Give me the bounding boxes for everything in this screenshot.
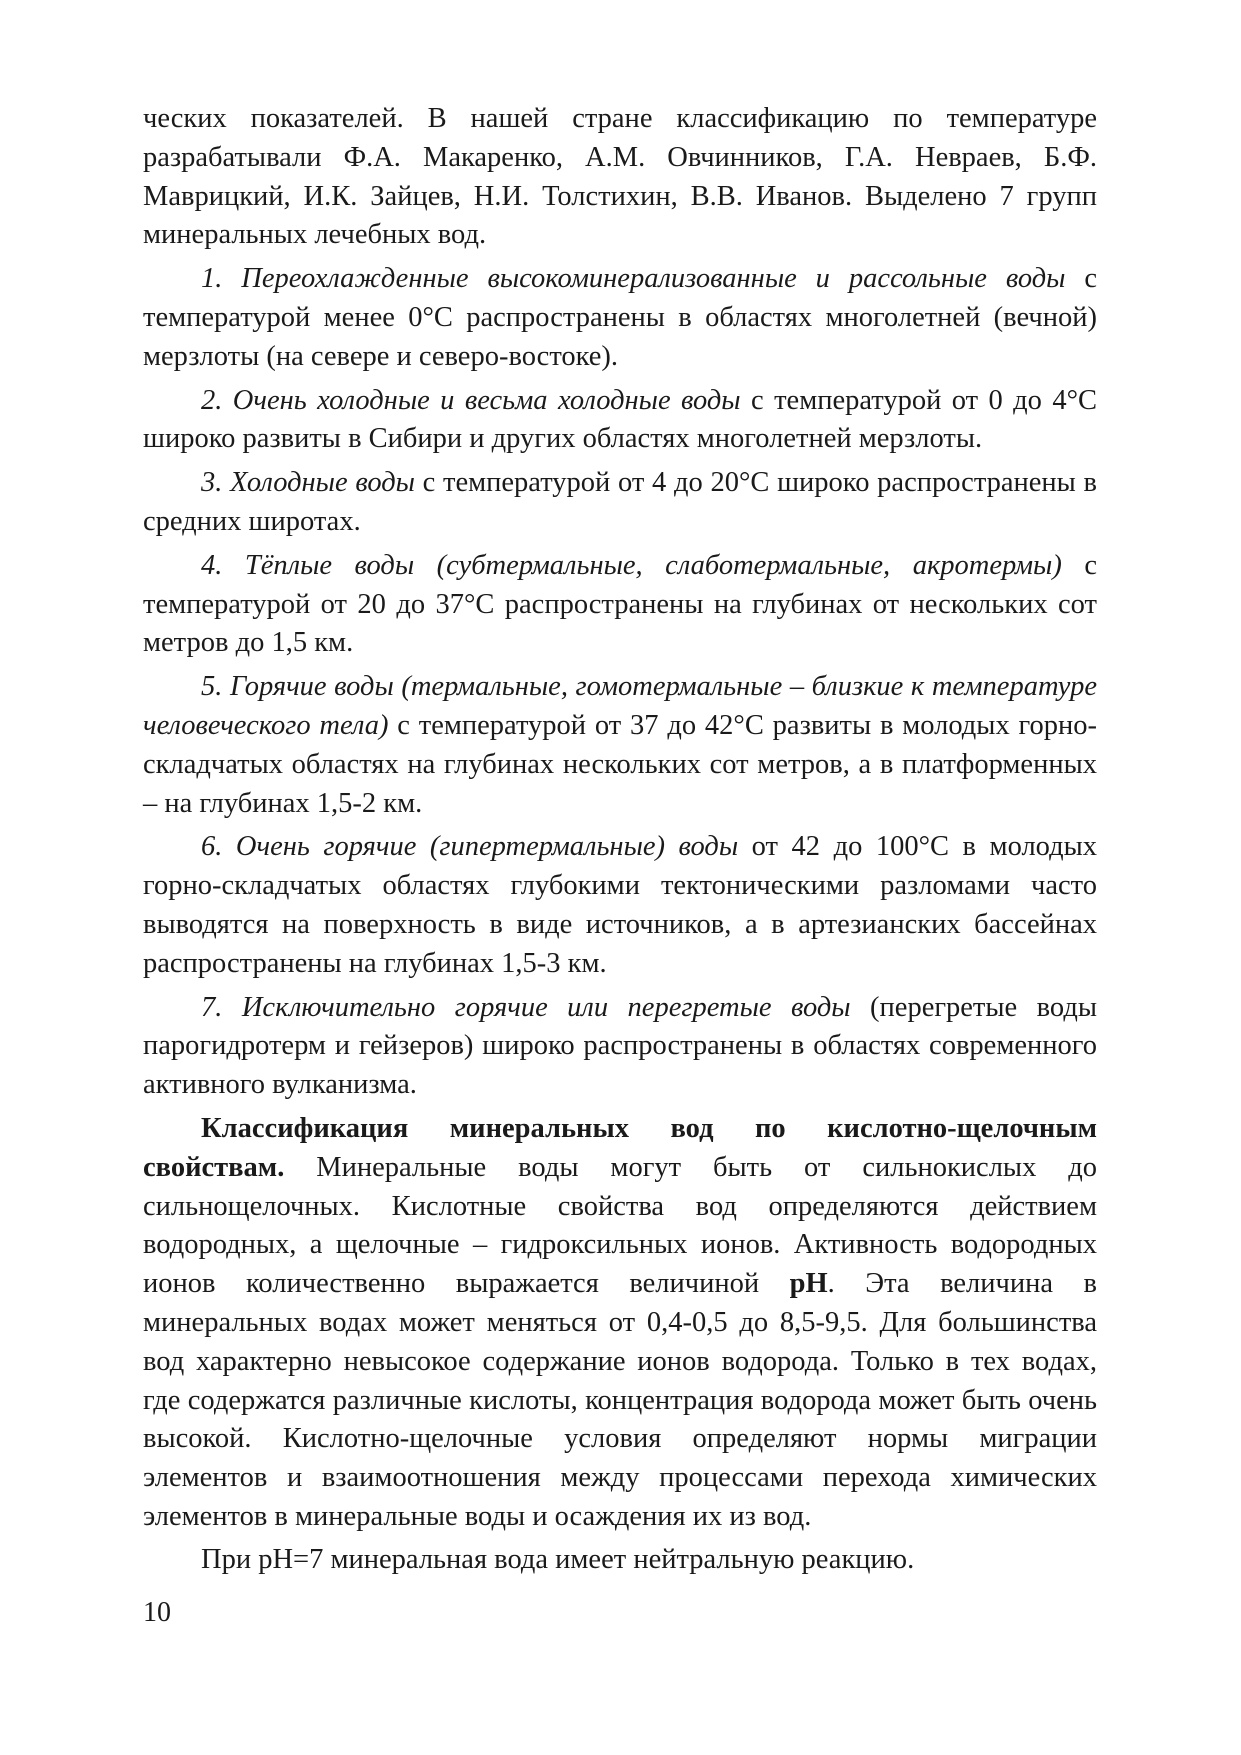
group-2-paragraph (143, 382, 1097, 460)
page-number: 10 (143, 1597, 171, 1628)
group-4-paragraph (143, 547, 1097, 663)
acid-alkaline-text-1: Минеральные воды могут быть от сильнокислых до сильнощелочных. Кислотные свойства вод определяются действием водородных, а щелочные – гидроксильных ионов. Активность водородных ионов количественно выражается величиной (143, 1151, 1097, 1300)
acid-alkaline-paragraph (143, 1110, 1097, 1537)
group-3-text: с температурой от 4 до 20°С широко распространены в средних широтах. (143, 467, 1098, 537)
ph-term: рН (789, 1268, 828, 1300)
group-6-text: от 42 до 100°С в молодых горно-складчатых областях глубокими тектоническими разломами часто выводятся на поверхность в виде источников, а в артезианских бассейнах распространены на глубинах 1,5-3 км. (143, 831, 1097, 979)
group-3-paragraph (143, 464, 1097, 542)
group-4-text: с температурой от 20 до 37°С распространены на глубинах от нескольких сот метров до 1,5 км. (143, 549, 1097, 659)
group-3-title: 3. Холодные воды (201, 467, 415, 499)
group-7-title: 7. Исключительно горячие или перегретые воды (201, 991, 851, 1023)
group-6-title: 6. Очень горячие (гипертермальные) воды (201, 831, 739, 863)
group-1-title: 1. Переохлажденные высокоминерализованные и рассольные воды (201, 263, 1066, 295)
group-5-title: 5. Горячие воды (термальные, гомотермальные – близкие к температуре человеческого тела) (143, 671, 1097, 741)
page-body (143, 100, 1097, 1579)
neutral-ph-text: При рН=7 минеральная вода имеет нейтральную реакцию. (201, 1543, 915, 1575)
acid-alkaline-text-2: . Эта величина в минеральных водах может меняться от 0,4-0,5 до 8,5-9,5. Для большинства вод характерно невысокое содержание ионов водорода. Только в тех водах, где содержатся различные кислоты, концентрация водорода может быть очень высокой. Кислотно-щелочные условия определяют нормы миграции элементов и взаимоотношения между процессами перехода химических элементов в минеральные воды и осаждения их из вод. (143, 1268, 1097, 1532)
intro-paragraph (143, 100, 1097, 255)
group-2-text: с температурой от 0 до 4°С широко развиты в Сибири и других областях многолетней мерзлоты. (143, 384, 1098, 455)
group-5-text: с температурой от 37 до 42°С развиты в молодых горно-складчатых областях на глубинах нескольких сот метров, а в платформенных – на глубинах 1,5-2 км. (143, 709, 1098, 819)
group-1-paragraph (143, 260, 1097, 376)
acid-alkaline-heading: Классификация минеральных вод по кислотно-щелочным свойствам. (143, 1112, 1097, 1183)
group-4-title: 4. Тёплые воды (субтермальные, слаботермальные, акротермы) (201, 549, 1062, 581)
group-5-paragraph (143, 668, 1097, 823)
group-1-text: с температурой менее 0°С распространены в областях многолетней (вечной) мерзлоты (на севере и северо-востоке). (143, 263, 1097, 372)
group-7-text: (перегретые воды парогидротерм и гейзеров) широко распространены в областях современного активного вулканизма. (143, 991, 1097, 1101)
intro-text: ческих показателей. В нашей стране классификацию по температуре разрабатывали Ф.А. Макаренко, А.М. Овчинников, Г.А. Невраев, Б.Ф. Маврицкий, И.К. Зайцев, Н.И. Толстихин, В.В. Иванов. Выделено 7 групп минеральных лечебных вод. (143, 103, 1097, 251)
group-2-title: 2. Очень холодные и весьма холодные воды (201, 384, 741, 416)
group-6-paragraph (143, 828, 1097, 983)
group-7-paragraph (143, 989, 1097, 1105)
neutral-ph-paragraph (143, 1541, 1097, 1580)
